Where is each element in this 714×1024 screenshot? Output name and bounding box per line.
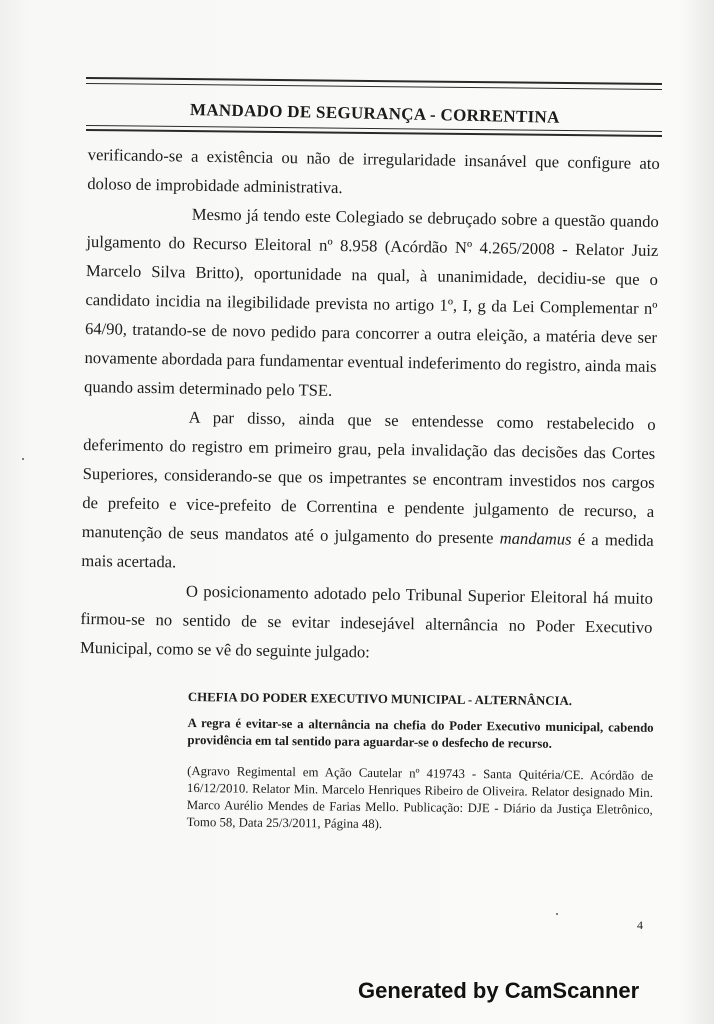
- paragraph-4: O posicionamento adotado pelo Tribunal Superior Eleitoral há muito firmou-se no sentido de se evitar indesejável alternância no Poder Executivo Municipal, como se vê do seguinte julgado:: [79, 581, 654, 662]
- quote-reference: (Agravo Regimental em Ação Cautelar nº 419743 - Santa Quitéria/CE. Acórdão de 16/12/2010. Relator Min. Marcelo Henriques Ribeiro de Oliveira. Relator designado Min. Marco Aurélio Mendes de Farias Mello. Publicação: DJE - Diário da Justiça Eletrônico, Tomo 58, Data 25/3/2011, Página 48).: [186, 763, 654, 832]
- quote-summary: A regra é evitar-se a alternância na chefia do Poder Executivo municipal, cabendo providência em tal sentido para aguardar-se o desfecho de recurso.: [187, 715, 654, 751]
- quote-heading: CHEFIA DO PODER EXECUTIVO MUNICIPAL - ALTERNÂNCIA.: [187, 690, 573, 709]
- page-header-title: MANDADO DE SEGURANÇA - CORRENTINA: [189, 100, 560, 127]
- paragraph-1: verificando-se a existência ou não de irregularidade insanável que configure ato doloso de improbidade administrativa.: [87, 144, 660, 198]
- paragraph-3-text-end: é a medida mais acertada.: [81, 529, 654, 572]
- scan-speck: [556, 913, 558, 915]
- jurisprudence-quote: [187, 690, 654, 836]
- paragraph-2: Mesmo já tendo este Colegiado se debruçado sobre a questão quando julgamento do Recurso Eleitoral nº 8.958 (Acórdão Nº 4.265/2008 - Relator Juiz Marcelo Silva Britto), oportunidade na qual, à unanimidade, decidiu-se que o candidato incidia na ilegibilidade prevista no artigo 1º, I, g da Lei Complementar nº 64/90, tratando-se de novo pedido para concorrer a outra eleição, a matéria deve ser novamente abordada para fundamentar eventual indeferimento do registro, ainda mais quando assim determinado pelo TSE.: [83, 204, 659, 400]
- paragraph-3-text-start: A par disso, ainda que se entendesse como restabelecido o deferimento do registro em primeiro grau, pela invalidação das decisões das Cortes Superiores, considerando-se que os impetrantes se encontram investidos nos cargos de prefeito e vice-prefeito de Correntina e pendente julgamento de recurso, a manutenção de seus mandatos até o julgamento do presente: [81, 407, 656, 548]
- paragraph-3-italic-term: mandamus: [499, 528, 572, 549]
- page-number: 4: [637, 918, 643, 932]
- document-body: [80, 140, 660, 671]
- paragraph-3: [81, 401, 656, 584]
- scan-speck: [22, 458, 24, 460]
- camscanner-watermark: Generated by CamScanner: [358, 978, 640, 1003]
